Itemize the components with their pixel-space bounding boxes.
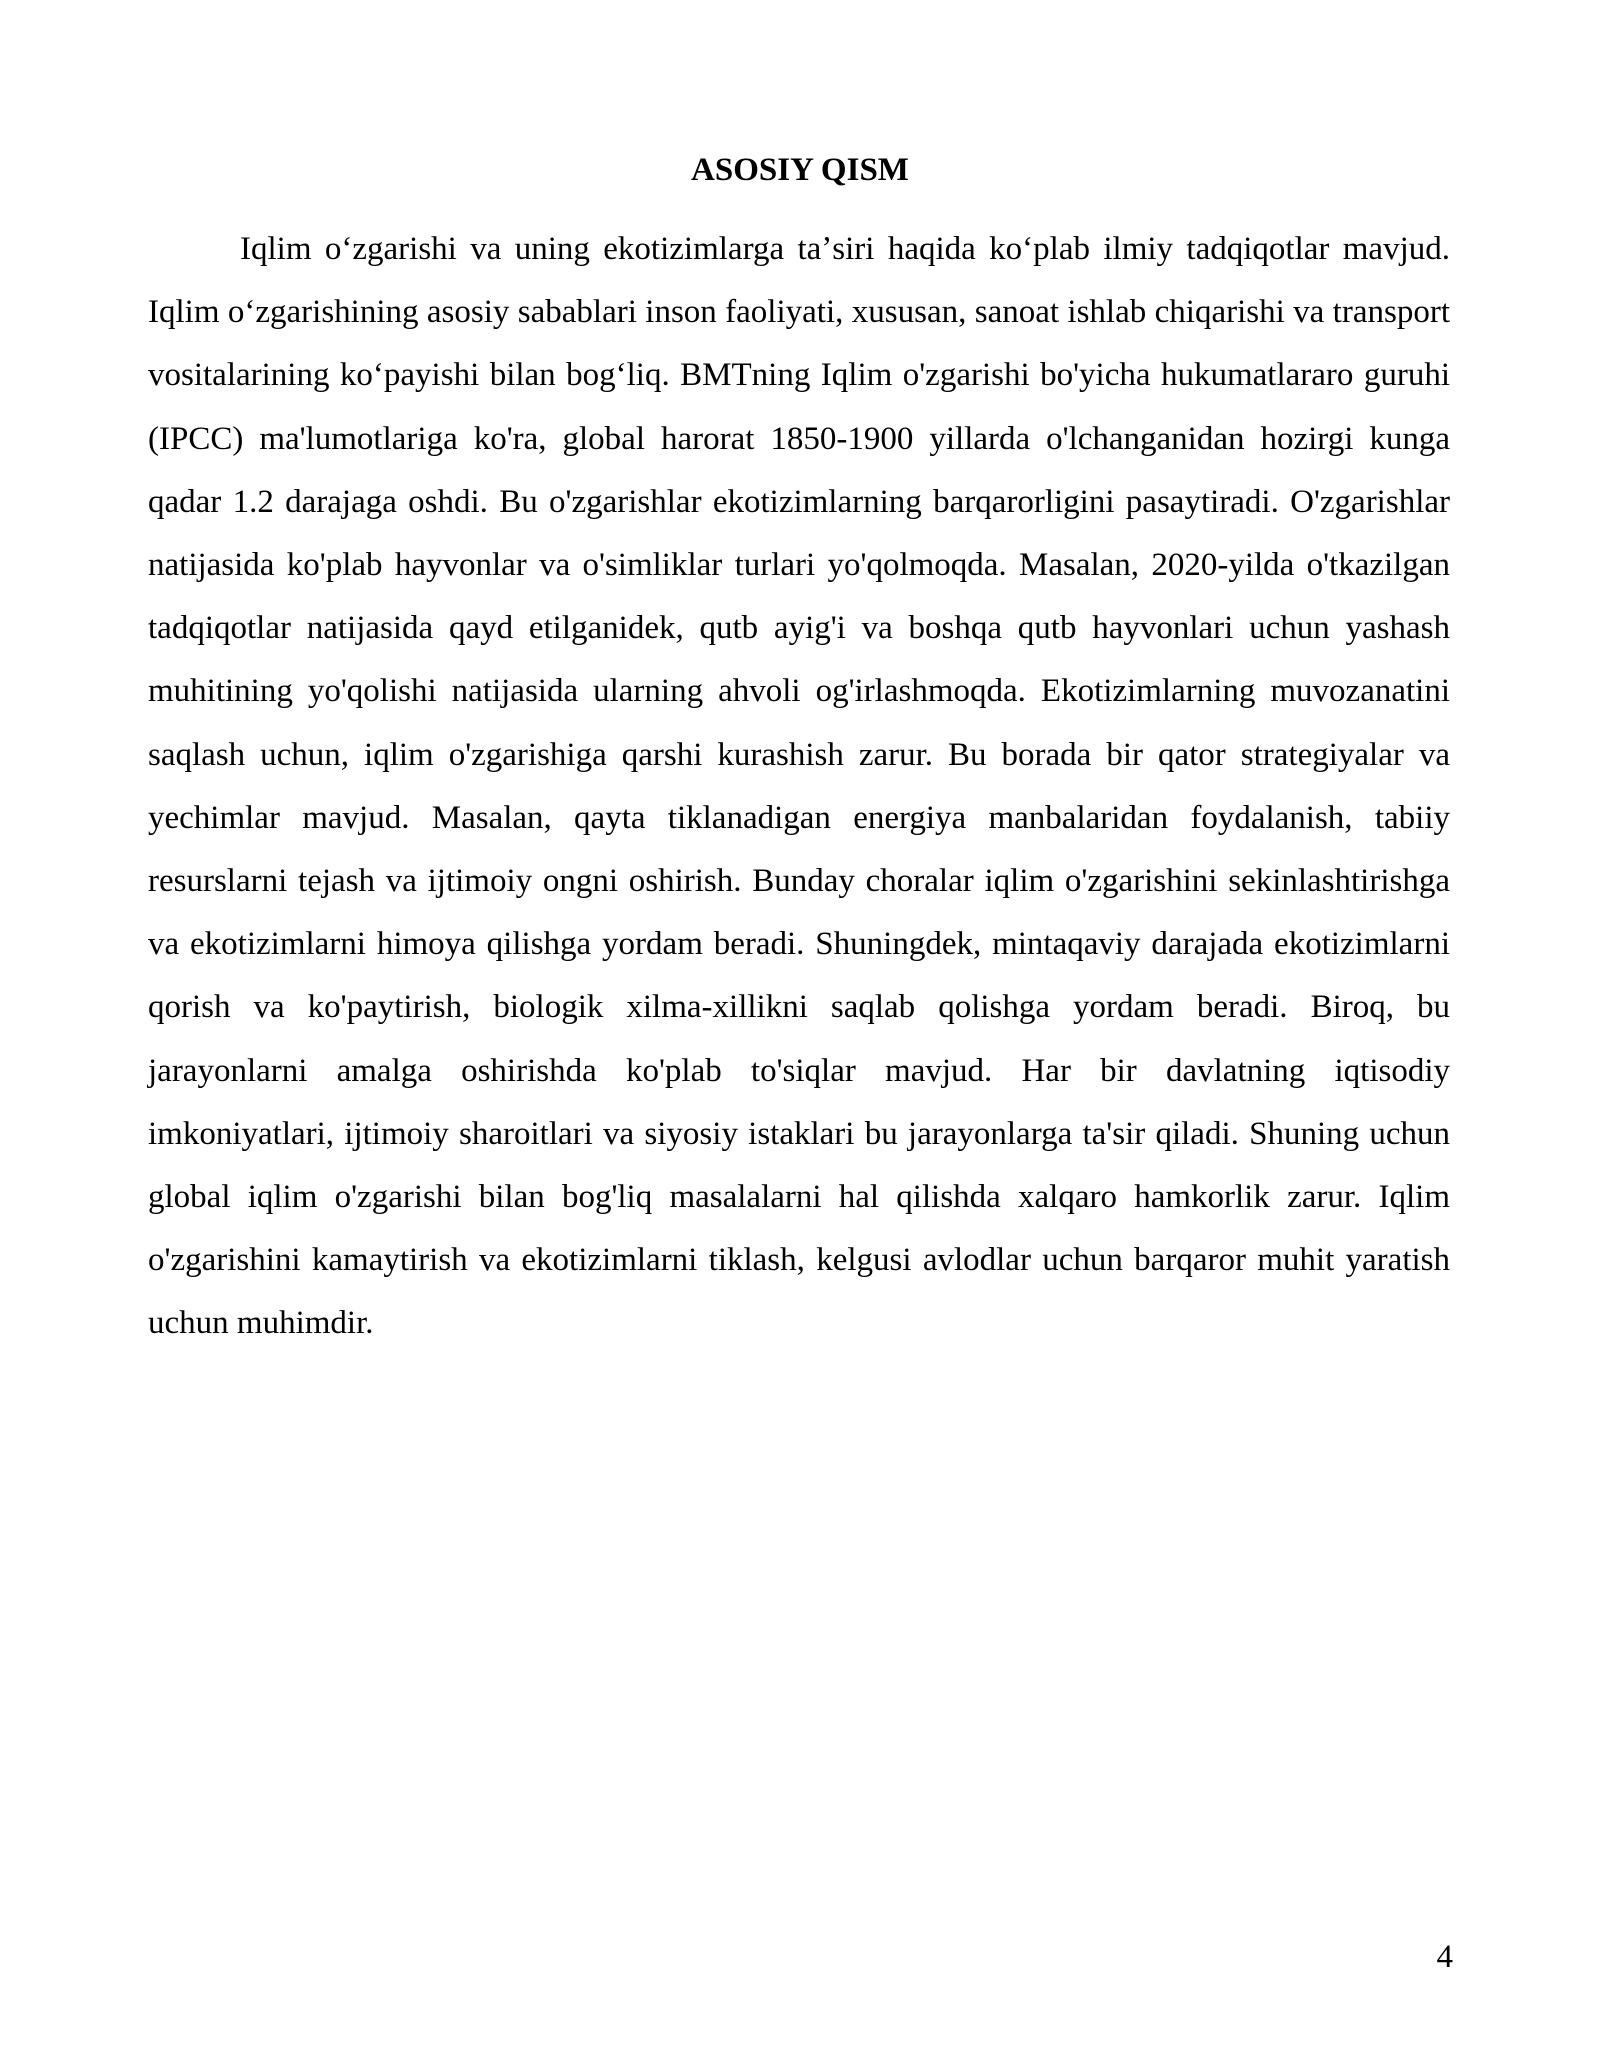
body-paragraph: Iqlim oʻzgarishi va uning ekotizimlarga taʼsiri haqida koʻplab ilmiy tadqiqotlar mavjud. Iqlim oʻzgarishining asosiy sabablari inson faoliyati, xususan, sanoat ishlab chiqarishi va transport vositalarining koʻpayishi bilan bogʻliq. BMTning Iqlim o'zgarishi bo'yicha hukumatlararo guruhi (IPCC) ma'lumotlariga ko'ra, global harorat 1850-1900 yillarda o'lchanganidan hozirgi kunga qadar 1.2 darajaga oshdi. Bu o'zgarishlar ekotizimlarning barqarorligini pasaytiradi. O'zgarishlar natijasida ko'plab hayvonlar va o'simliklar turlari yo'qolmoqda. Masalan, 2020-yilda o'tkazilgan tadqiqotlar natijasida qayd etilganidek, qutb ayig'i va boshqa qutb hayvonlari uchun yashash muhitining yo'qolishi natijasida ularning ahvoli og'irlashmoqda. Ekotizimlarning muvozanatini saqlash uchun, iqlim o'zgarishiga qarshi kurashish zarur. Bu borada bir qator strategiyalar va yechimlar mavjud. Masalan, qayta tiklanadigan energiya manbalaridan foydalanish, tabiiy resurslarni tejash va ijtimoiy ongni oshirish. Bunday choralar iqlim o'zgarishini sekinlashtirishga va ekotizimlarni himoya qilishga yordam beradi. Shuningdek, mintaqaviy darajada ekotizimlarni qorish va ko'paytirish, biologik xilma-xillikni saqlab qolishga yordam beradi. Biroq, bu jarayonlarni amalga oshirishda ko'plab to'siqlar mavjud. Har bir davlatning iqtisodiy imkoniyatlari, ijtimoiy sharoitlari va siyosiy istaklari bu jarayonlarga ta'sir qiladi. Shuning uchun global iqlim o'zgarishi bilan bog'liq masalalarni hal qilishda xalqaro hamkorlik zarur. Iqlim o'zgarishini kamaytirish va ekotizimlarni tiklash, kelgusi avlodlar uchun barqaror muhit yaratish uchun muhimdir. bbox=[148, 231, 1450, 1342]
page-number: 4 bbox=[1436, 1939, 1453, 1975]
section-heading: ASOSIY QISM bbox=[691, 152, 909, 188]
